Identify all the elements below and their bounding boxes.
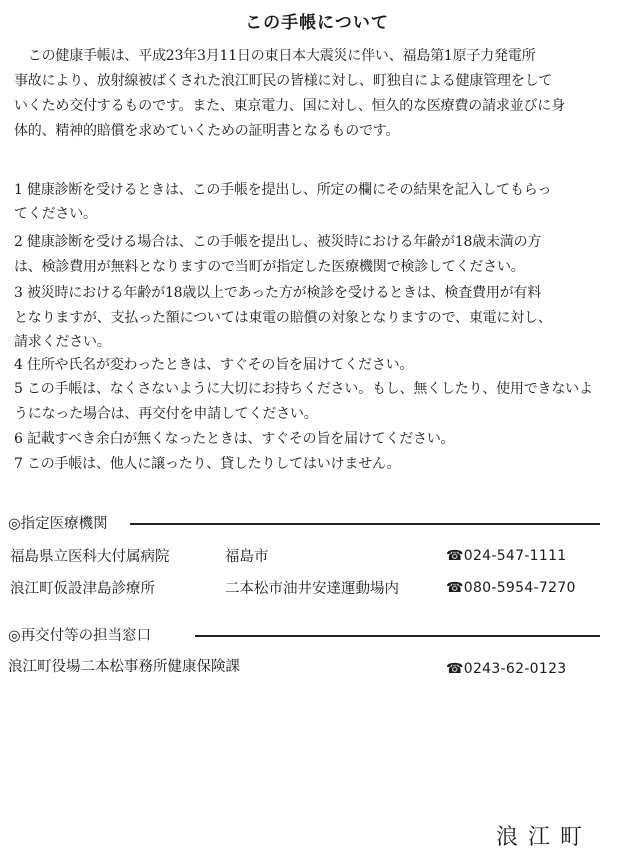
institution-phone: ☎024-547-1111 — [446, 548, 567, 564]
note-line: 3 被災時における年齢が18歳以上であった方が検診を受けるときは、検査費用が有料 — [14, 285, 542, 301]
reissue-heading: ◎再交付等の担当窓口 — [8, 624, 155, 645]
note-line: てください。 — [14, 206, 97, 222]
institution-name: 浪江町仮設津島診療所 — [10, 581, 155, 597]
note-line: 6 記載すべき余白が無くなったときは、すぐその旨を届けてください。 — [14, 431, 455, 447]
section-rule — [195, 635, 600, 637]
institution-name: 福島県立医科大付属病院 — [10, 549, 170, 565]
note-line: 5 この手帳は、なくさないように大切にお持ちください。もし、無くしたり、使用できないよ — [14, 381, 593, 397]
note-line: 4 住所や氏名が変わったときは、すぐその旨を届けてください。 — [14, 357, 414, 373]
note-line: 請求ください。 — [14, 334, 111, 350]
note-line: うになった場合は、再交付を申請してください。 — [14, 406, 318, 422]
institution-location: 二本松市油井安達運動場内 — [225, 581, 399, 597]
issuer-name: 浪江町 — [495, 825, 592, 850]
note-line: 2 健康診断を受ける場合は、この手帳を提出し、被災時における年齢が18歳未満の方 — [14, 234, 542, 250]
page-title: この手帳について — [245, 13, 389, 33]
institutions-heading: ◎指定医療機関 — [8, 512, 112, 533]
intro-line: いくため交付するものです。また、東京電力、国に対し、恒久的な医療費の請求並びに身 — [14, 98, 565, 114]
note-line: は、検診費用が無料となりますので当町が指定した医療機関で検診してください。 — [14, 259, 525, 275]
intro-line: 事故により、放射線被ばくされた浪江町民の皆様に対し、町独自による健康管理をして — [14, 73, 553, 89]
reissue-phone: ☎0243-62-0123 — [446, 661, 567, 677]
note-line: 1 健康診断を受けるときは、この手帳を提出し、所定の欄にその結果を記入してもらっ — [14, 182, 552, 198]
institution-phone: ☎080-5954-7270 — [446, 580, 576, 596]
intro-line: 体的、精神的賠償を求めていくための証明書となるものです。 — [14, 123, 400, 139]
intro-line: この健康手帳は、平成23年3月11日の東日本大震災に伴い、福島第1原子力発電所 — [14, 48, 536, 64]
reissue-office-name: 浪江町役場二本松事務所健康保険課 — [8, 659, 240, 675]
institution-location: 福島市 — [225, 549, 269, 565]
note-line: となりますが、支払った額については東電の賠償の対象となりますので、東電に対し、 — [14, 310, 552, 326]
section-rule — [130, 523, 600, 525]
note-line: 7 この手帳は、他人に譲ったり、貸したりしてはいけません。 — [14, 456, 401, 472]
